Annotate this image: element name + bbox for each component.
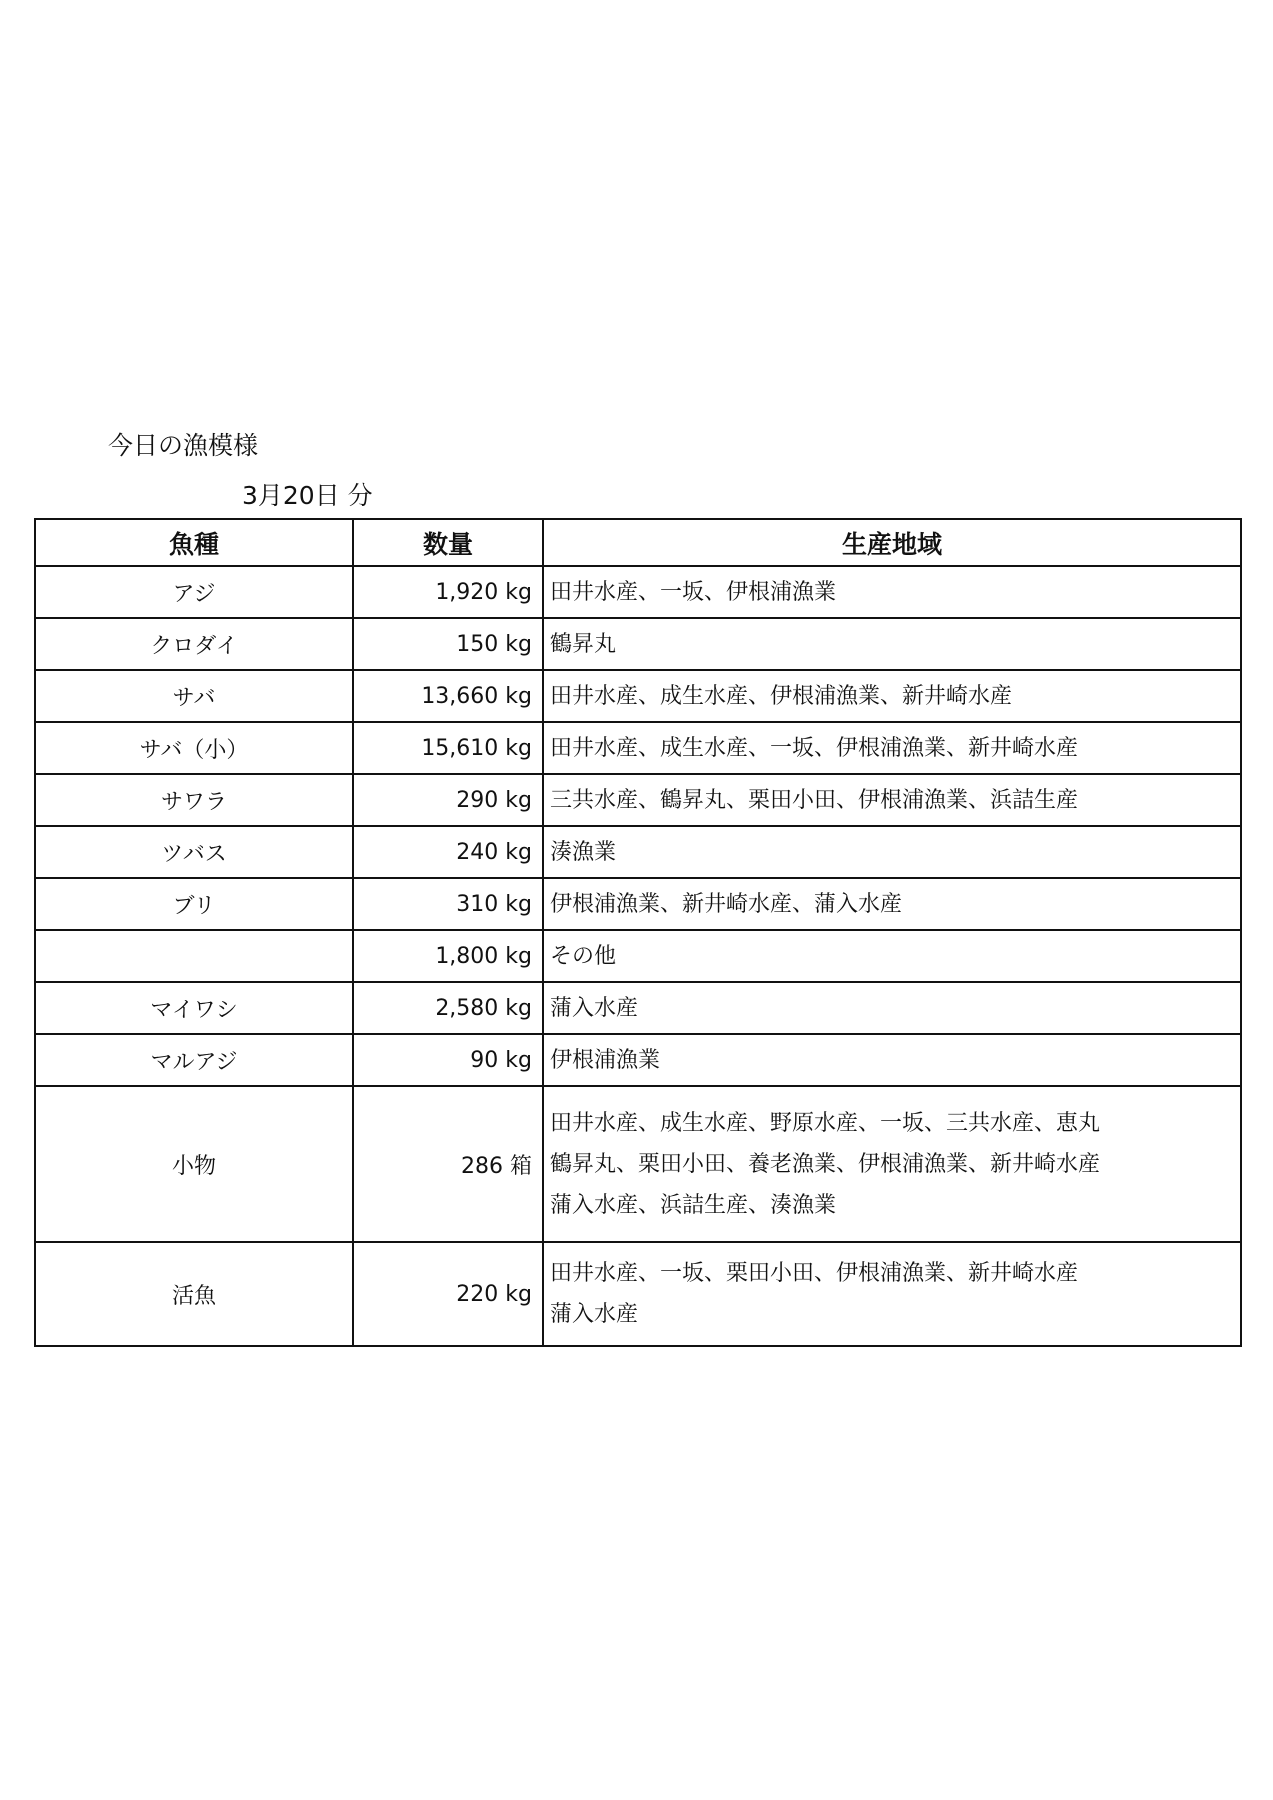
quantity-cell: 150 kg — [353, 618, 543, 670]
region-cell — [543, 826, 1241, 878]
quantity-cell: 240 kg — [353, 826, 543, 878]
region-cell — [543, 1034, 1241, 1086]
region-line: 田井水産、成生水産、伊根浦漁業、新井崎水産 — [550, 683, 1013, 709]
table-row — [35, 826, 1241, 878]
region-line: 田井水産、一坂、伊根浦漁業 — [550, 579, 837, 605]
table-row — [35, 1086, 1241, 1242]
region-cell — [543, 618, 1241, 670]
table-row — [35, 982, 1241, 1034]
region-line: 蒲入水産 — [550, 1302, 639, 1327]
region-cell — [543, 566, 1241, 618]
species-cell: クロダイ — [35, 618, 353, 670]
quantity-cell: 1,800 kg — [353, 930, 543, 982]
region-line: 伊根浦漁業、新井崎水産、蒲入水産 — [550, 891, 903, 917]
species-cell: 小物 — [35, 1086, 353, 1242]
region-line: 田井水産、成生水産、一坂、伊根浦漁業、新井崎水産 — [550, 735, 1079, 761]
quantity-cell: 286 箱 — [353, 1086, 543, 1242]
region-cell — [543, 878, 1241, 930]
header-species: 魚種 — [35, 519, 353, 566]
table-row — [35, 774, 1241, 826]
region-cell — [543, 1242, 1241, 1346]
header-region: 生産地域 — [543, 519, 1241, 566]
region-line: 蒲入水産 — [550, 995, 639, 1021]
region-line: 伊根浦漁業 — [550, 1047, 661, 1073]
quantity-cell: 90 kg — [353, 1034, 543, 1086]
region-cell — [543, 774, 1241, 826]
region-line: 田井水産、成生水産、野原水産、一坂、三共水産、恵丸 — [550, 1110, 1101, 1136]
quantity-cell: 290 kg — [353, 774, 543, 826]
region-line: 三共水産、鶴昇丸、栗田小田、伊根浦漁業、浜詰生産 — [550, 787, 1079, 813]
table-row — [35, 1034, 1241, 1086]
region-cell — [543, 670, 1241, 722]
species-cell: マルアジ — [35, 1034, 353, 1086]
quantity-cell: 15,610 kg — [353, 722, 543, 774]
table-row — [35, 1242, 1241, 1346]
region-cell — [543, 1086, 1241, 1242]
header-quantity: 数量 — [353, 519, 543, 566]
quantity-cell: 13,660 kg — [353, 670, 543, 722]
species-cell — [35, 930, 353, 982]
species-cell: 活魚 — [35, 1242, 353, 1346]
quantity-cell: 2,580 kg — [353, 982, 543, 1034]
table-row — [35, 722, 1241, 774]
date-label: 3月20日 分 — [242, 481, 373, 510]
region-line: 鶴昇丸 — [550, 631, 617, 657]
species-cell: サバ（小） — [35, 722, 353, 774]
quantity-cell: 1,920 kg — [353, 566, 543, 618]
region-cell — [543, 930, 1241, 982]
species-cell: サバ — [35, 670, 353, 722]
species-cell: マイワシ — [35, 982, 353, 1034]
region-line: 田井水産、一坂、栗田小田、伊根浦漁業、新井崎水産 — [550, 1261, 1079, 1286]
table-row — [35, 930, 1241, 982]
table-row — [35, 566, 1241, 618]
table-header-row — [35, 519, 1241, 566]
region-line: 湊漁業 — [550, 839, 617, 865]
catch-table — [34, 518, 1242, 1347]
species-cell: アジ — [35, 566, 353, 618]
species-cell: サワラ — [35, 774, 353, 826]
region-line: 蒲入水産、浜詰生産、湊漁業 — [550, 1192, 837, 1218]
species-cell: ツバス — [35, 826, 353, 878]
table-row — [35, 618, 1241, 670]
region-cell — [543, 722, 1241, 774]
page-title: 今日の漁模様 — [108, 431, 259, 460]
quantity-cell: 310 kg — [353, 878, 543, 930]
region-line: 鶴昇丸、栗田小田、養老漁業、伊根浦漁業、新井崎水産 — [550, 1151, 1101, 1177]
region-cell — [543, 982, 1241, 1034]
quantity-cell: 220 kg — [353, 1242, 543, 1346]
species-cell: ブリ — [35, 878, 353, 930]
table-row — [35, 670, 1241, 722]
table-row — [35, 878, 1241, 930]
region-line: その他 — [550, 943, 617, 969]
